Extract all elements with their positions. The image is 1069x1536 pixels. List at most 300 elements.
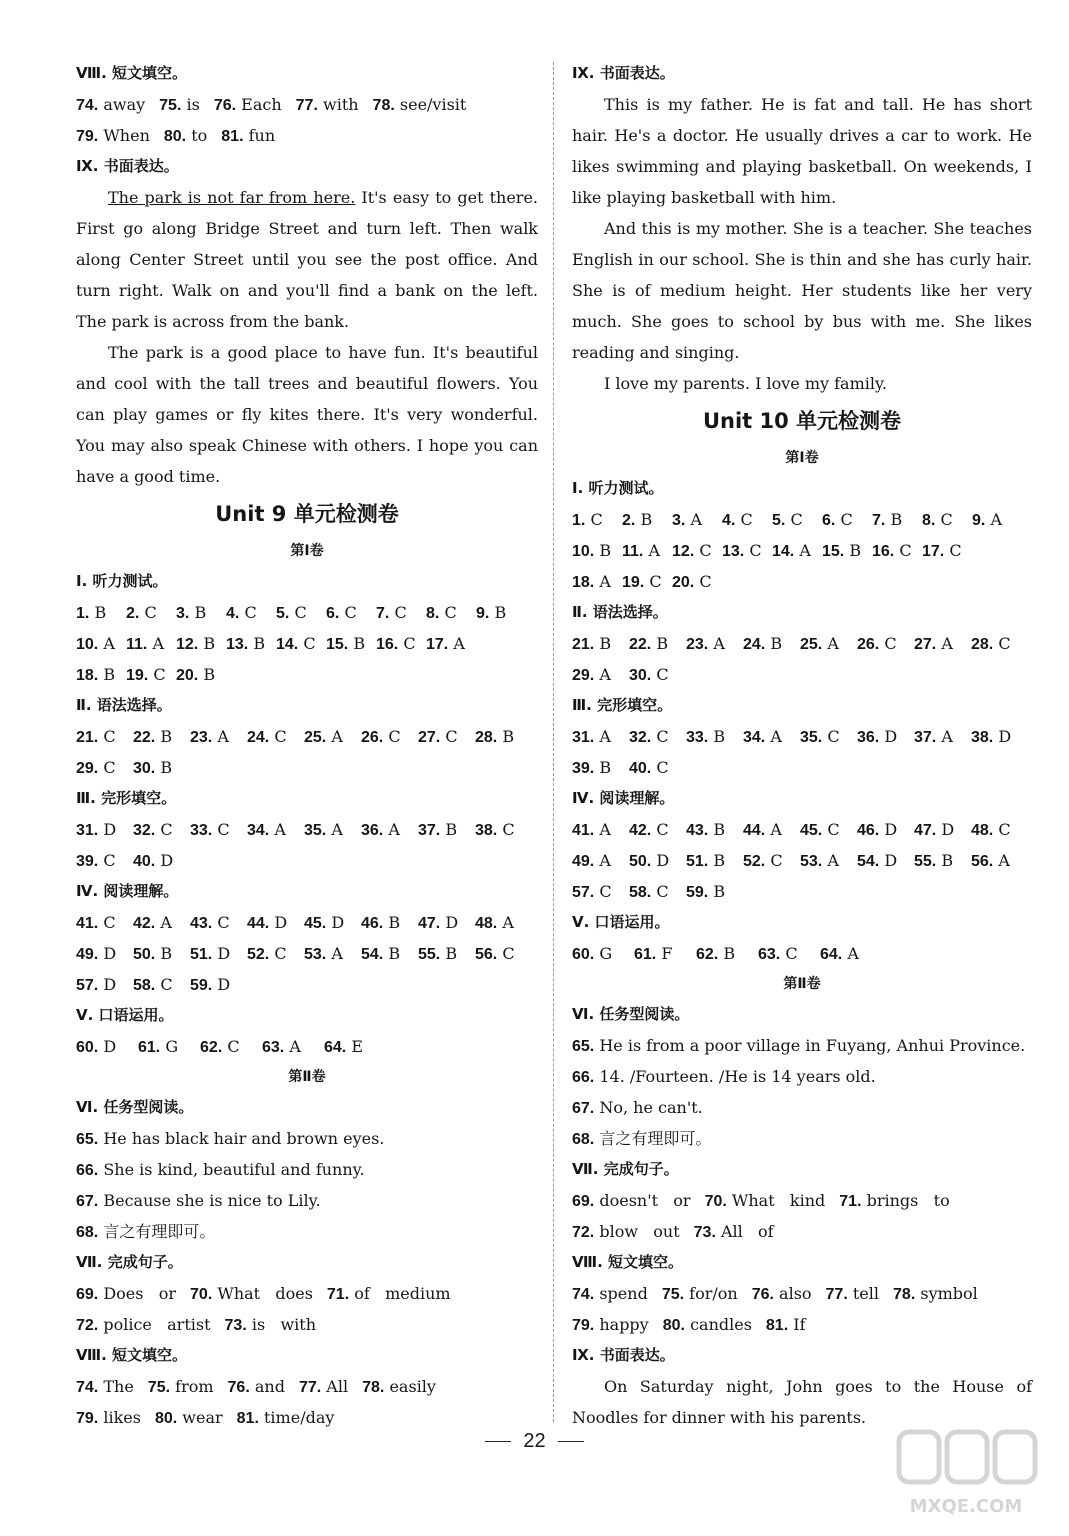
question-number: 62. bbox=[696, 946, 719, 963]
answer-item bbox=[426, 628, 476, 659]
answer-row bbox=[76, 1278, 538, 1309]
question-number: 67. bbox=[572, 1100, 595, 1117]
answer-value: B bbox=[94, 603, 107, 622]
answer-item bbox=[76, 89, 145, 120]
answer-value: C bbox=[656, 820, 669, 839]
answer-value: likes bbox=[103, 1408, 141, 1427]
question-number: 5. bbox=[772, 512, 786, 529]
question-number: 20. bbox=[176, 667, 199, 684]
essay-paragraph: The park is a good place to have fun. It's beautiful and cool with the tall trees and beautiful flowers. You can play games or fly kites there. It's very wonderful. You may also speak Chinese with others. I hope you can have a good time. bbox=[76, 343, 538, 486]
answer-value: C bbox=[227, 1037, 240, 1056]
answer-row bbox=[76, 659, 538, 690]
answer-item bbox=[572, 752, 629, 783]
answer-item bbox=[622, 566, 672, 597]
question-number: 19. bbox=[622, 574, 645, 591]
question-number: 14. bbox=[276, 636, 299, 653]
question-number: 50. bbox=[133, 946, 156, 963]
question-number: 64. bbox=[820, 946, 843, 963]
section-heading: Ⅰ. 听力测试。 bbox=[76, 572, 168, 590]
answer-item bbox=[572, 1278, 648, 1309]
question-number: 77. bbox=[295, 97, 318, 114]
question-number: 41. bbox=[572, 822, 595, 839]
answer-value: C bbox=[445, 727, 458, 746]
question-number: 69. bbox=[572, 1193, 595, 1210]
answer-row bbox=[572, 1309, 1032, 1340]
question-number: 15. bbox=[822, 543, 845, 560]
answer-item bbox=[361, 938, 418, 969]
question-number: 62. bbox=[200, 1039, 223, 1056]
essay bbox=[572, 89, 1032, 399]
answer-value: B bbox=[160, 727, 173, 746]
answer-value: C bbox=[740, 510, 753, 529]
answer-value: C bbox=[103, 851, 116, 870]
part-title: 第Ⅰ卷 bbox=[785, 450, 819, 466]
answer-item bbox=[200, 1031, 262, 1062]
answer-item bbox=[572, 845, 629, 876]
question-number: 49. bbox=[76, 946, 99, 963]
answer-text: She is kind, beautiful and funny. bbox=[103, 1160, 365, 1179]
question-number: 26. bbox=[857, 636, 880, 653]
answer-value: D bbox=[656, 851, 670, 870]
answer-item bbox=[686, 721, 743, 752]
question-number: 2. bbox=[126, 605, 140, 622]
answer-value: C bbox=[649, 572, 662, 591]
answer-item bbox=[176, 659, 226, 690]
answer-value: C bbox=[884, 634, 897, 653]
answer-row bbox=[76, 1031, 538, 1062]
answer-item bbox=[76, 907, 133, 938]
answer-item bbox=[572, 814, 629, 845]
answer-item bbox=[572, 566, 622, 597]
answer-item bbox=[76, 1309, 211, 1340]
question-number: 18. bbox=[76, 667, 99, 684]
numbered-lines bbox=[572, 1030, 1032, 1154]
question-number: 81. bbox=[765, 1317, 789, 1334]
answer-value: from bbox=[175, 1377, 214, 1396]
answer-item bbox=[705, 1185, 826, 1216]
question-number: 76. bbox=[227, 1379, 250, 1396]
answer-value: A bbox=[599, 820, 611, 839]
question-number: 49. bbox=[572, 853, 595, 870]
question-number: 37. bbox=[914, 729, 937, 746]
answer-item bbox=[247, 938, 304, 969]
question-number: 57. bbox=[572, 884, 595, 901]
answer-value: C bbox=[656, 758, 669, 777]
answer-item bbox=[133, 938, 190, 969]
question-number: 3. bbox=[176, 605, 190, 622]
question-number: 81. bbox=[221, 128, 244, 145]
question-number: 23. bbox=[686, 636, 709, 653]
answer-value: for/on bbox=[689, 1284, 738, 1303]
question-number: 1. bbox=[76, 605, 90, 622]
answer-item bbox=[76, 628, 126, 659]
answer-value: B bbox=[494, 603, 507, 622]
question-number: 1. bbox=[572, 512, 586, 529]
answer-item bbox=[376, 628, 426, 659]
question-number: 50. bbox=[629, 853, 652, 870]
answer-value: see/visit bbox=[399, 95, 467, 114]
answer-value: D bbox=[103, 1037, 117, 1056]
question-number: 61. bbox=[634, 946, 657, 963]
question-number: 17. bbox=[922, 543, 945, 560]
answer-item bbox=[694, 1216, 774, 1247]
answer-value: C bbox=[153, 665, 166, 684]
column-divider bbox=[553, 62, 554, 1422]
answer-value: C bbox=[103, 913, 116, 932]
answer-value: D bbox=[884, 820, 898, 839]
essay-text: It's easy to get there. First go along Bridge Street and turn left. Then walk along Center Street until you see the post office. And turn right. Walk on and you'll find a bank on the left. The park is across from the bank. bbox=[76, 188, 538, 331]
part-title: 第Ⅱ卷 bbox=[783, 976, 821, 992]
question-number: 19. bbox=[126, 667, 149, 684]
question-number: 6. bbox=[326, 605, 340, 622]
question-number: 28. bbox=[971, 636, 994, 653]
question-number: 48. bbox=[475, 915, 498, 932]
section-heading: Ⅷ. 短文填空。 bbox=[572, 1253, 684, 1271]
section-heading: Ⅲ. 完形填空。 bbox=[76, 789, 177, 807]
answer-row bbox=[572, 938, 1032, 969]
answer-value: A bbox=[289, 1037, 301, 1056]
answer-item bbox=[629, 752, 686, 783]
answer-item bbox=[190, 814, 247, 845]
question-number: 65. bbox=[572, 1038, 595, 1055]
answer-item bbox=[820, 938, 882, 969]
answer-item bbox=[176, 628, 226, 659]
answer-value: tell bbox=[852, 1284, 880, 1303]
answer-item bbox=[686, 845, 743, 876]
answer-value: A bbox=[103, 634, 115, 653]
answer-value: C bbox=[217, 820, 230, 839]
answer-row bbox=[76, 1402, 538, 1433]
answer-value: spend bbox=[599, 1284, 648, 1303]
answer-item bbox=[247, 814, 304, 845]
answer-item bbox=[221, 120, 275, 151]
answer-value: wear bbox=[182, 1408, 223, 1427]
answer-value: C bbox=[998, 634, 1011, 653]
answer-item bbox=[475, 907, 532, 938]
answer-value: B bbox=[713, 820, 726, 839]
answer-item bbox=[572, 1185, 691, 1216]
answer-item bbox=[76, 1278, 176, 1309]
question-number: 7. bbox=[872, 512, 886, 529]
answer-item bbox=[190, 721, 247, 752]
answer-item bbox=[800, 721, 857, 752]
question-number: 53. bbox=[800, 853, 823, 870]
answer-value: If bbox=[793, 1315, 806, 1334]
answer-item bbox=[176, 597, 226, 628]
answer-block bbox=[76, 1278, 538, 1340]
page-number-text: 22 bbox=[523, 1430, 546, 1452]
question-number: 25. bbox=[304, 729, 327, 746]
question-number: 30. bbox=[133, 760, 156, 777]
answer-item bbox=[76, 659, 126, 690]
essay-paragraph: I love my parents. I love my family. bbox=[604, 374, 887, 393]
answer-item bbox=[418, 938, 475, 969]
answer-item bbox=[362, 1371, 436, 1402]
answer-text: He has black hair and brown eyes. bbox=[103, 1129, 385, 1148]
answer-value: When bbox=[103, 126, 150, 145]
answer-row bbox=[572, 1185, 1032, 1216]
answer-value: B bbox=[160, 944, 173, 963]
question-number: 78. bbox=[362, 1379, 385, 1396]
answer-value: C bbox=[403, 634, 416, 653]
answer-value: C bbox=[590, 510, 603, 529]
answer-item bbox=[418, 907, 475, 938]
question-number: 40. bbox=[629, 760, 652, 777]
question-number: 77. bbox=[298, 1379, 322, 1396]
answer-value: F bbox=[661, 944, 673, 963]
answer-item bbox=[572, 938, 634, 969]
question-number: 10. bbox=[76, 636, 99, 653]
answer-item bbox=[76, 1371, 134, 1402]
answer-value: C bbox=[827, 727, 840, 746]
answer-item bbox=[237, 1402, 335, 1433]
answer-value: C bbox=[656, 727, 669, 746]
essay bbox=[76, 182, 538, 492]
answer-value: D bbox=[331, 913, 345, 932]
answer-item bbox=[133, 969, 190, 1000]
answer-value: C bbox=[502, 820, 515, 839]
answer-item bbox=[155, 1402, 223, 1433]
question-number: 73. bbox=[224, 1317, 247, 1334]
answer-item bbox=[276, 597, 326, 628]
answer-value: A bbox=[331, 820, 343, 839]
answer-item bbox=[226, 628, 276, 659]
answer-item bbox=[758, 938, 820, 969]
essay-paragraph: And this is my mother. She is a teacher. She teaches English in our school. She is thin and she has curly hair. She is of medium height. Her students like her very much. She goes to school by bus with me. She likes reading and singing. bbox=[572, 219, 1032, 362]
question-number: 17. bbox=[426, 636, 449, 653]
answer-text: 言之有理即可。 bbox=[103, 1222, 216, 1241]
answer-value: A bbox=[599, 572, 611, 591]
answer-item bbox=[672, 535, 722, 566]
section-heading: Ⅸ. 书面表达。 bbox=[572, 64, 675, 82]
question-number: 70. bbox=[704, 1193, 727, 1210]
answer-value: to bbox=[191, 126, 208, 145]
answer-item bbox=[766, 1309, 806, 1340]
answer-value: police artist bbox=[103, 1315, 211, 1334]
answer-item bbox=[164, 120, 207, 151]
answer-value: C bbox=[656, 665, 669, 684]
answer-value: A bbox=[827, 634, 839, 653]
answer-value: with bbox=[323, 95, 359, 114]
question-number: 44. bbox=[247, 915, 270, 932]
section-heading: Ⅳ. 阅读理解。 bbox=[572, 789, 675, 807]
answer-value: C bbox=[790, 510, 803, 529]
question-number: 25. bbox=[800, 636, 823, 653]
answer-value: C bbox=[388, 727, 401, 746]
answer-item bbox=[972, 504, 1022, 535]
answer-value: A bbox=[217, 727, 229, 746]
question-number: 4. bbox=[226, 605, 240, 622]
answer-value: A bbox=[160, 913, 172, 932]
answer-block bbox=[572, 504, 1032, 597]
answer-value: A bbox=[847, 944, 859, 963]
answer-value: A bbox=[502, 913, 514, 932]
question-number: 71. bbox=[326, 1286, 350, 1303]
answer-value: E bbox=[351, 1037, 364, 1056]
question-number: 51. bbox=[686, 853, 709, 870]
answer-value: B bbox=[599, 541, 612, 560]
answer-value: B bbox=[713, 882, 726, 901]
answer-item bbox=[76, 597, 126, 628]
answer-value: is with bbox=[251, 1315, 316, 1334]
answer-value: doesn't or bbox=[599, 1191, 691, 1210]
answer-item bbox=[475, 721, 532, 752]
dash-left bbox=[485, 1441, 511, 1442]
answer-item bbox=[629, 628, 686, 659]
question-number: 51. bbox=[190, 946, 213, 963]
answer-item bbox=[76, 969, 133, 1000]
answer-item bbox=[133, 721, 190, 752]
answer-value: A bbox=[599, 727, 611, 746]
question-number: 8. bbox=[426, 605, 440, 622]
answer-value: B bbox=[849, 541, 862, 560]
answer-value: C bbox=[770, 851, 783, 870]
answer-row bbox=[76, 814, 538, 845]
question-number: 56. bbox=[971, 853, 994, 870]
question-number: 9. bbox=[972, 512, 986, 529]
answer-row bbox=[572, 659, 1032, 690]
answer-line bbox=[572, 1061, 1032, 1092]
question-number: 32. bbox=[133, 822, 156, 839]
answer-row bbox=[572, 721, 1032, 752]
question-number: 70. bbox=[190, 1286, 213, 1303]
answer-value: also bbox=[779, 1284, 812, 1303]
essay-underlined-sentence: The park is not far from here. bbox=[108, 188, 356, 207]
question-number: 74. bbox=[572, 1286, 595, 1303]
answer-item bbox=[826, 1278, 879, 1309]
question-number: 54. bbox=[857, 853, 880, 870]
question-number: 29. bbox=[572, 667, 595, 684]
question-number: 67. bbox=[76, 1193, 99, 1210]
answer-value: D bbox=[998, 727, 1012, 746]
question-number: 72. bbox=[76, 1317, 99, 1334]
answer-item bbox=[76, 845, 133, 876]
question-number: 13. bbox=[722, 543, 745, 560]
answer-block bbox=[572, 721, 1032, 783]
answer-value: What kind bbox=[731, 1191, 826, 1210]
answer-item bbox=[572, 504, 622, 535]
answer-value: C bbox=[599, 882, 612, 901]
answer-row bbox=[572, 876, 1032, 907]
question-number: 75. bbox=[159, 97, 182, 114]
answer-item bbox=[475, 814, 532, 845]
section-heading: Ⅲ. 完形填空。 bbox=[572, 696, 673, 714]
answer-item bbox=[572, 1309, 649, 1340]
question-number: 60. bbox=[76, 1039, 99, 1056]
question-number: 78. bbox=[893, 1286, 916, 1303]
question-number: 79. bbox=[76, 1410, 99, 1427]
answer-row bbox=[76, 845, 538, 876]
answer-row bbox=[76, 969, 538, 1000]
answer-item bbox=[743, 628, 800, 659]
answer-item bbox=[418, 721, 475, 752]
answer-value: D bbox=[274, 913, 288, 932]
question-number: 4. bbox=[722, 512, 736, 529]
answer-item bbox=[922, 504, 972, 535]
question-number: 58. bbox=[133, 977, 156, 994]
question-number: 16. bbox=[376, 636, 399, 653]
answer-item bbox=[629, 845, 686, 876]
answer-value: A bbox=[453, 634, 465, 653]
numbered-lines bbox=[76, 1123, 538, 1247]
answer-value: Does or bbox=[103, 1284, 177, 1303]
answer-value: C bbox=[940, 510, 953, 529]
answer-item bbox=[971, 814, 1028, 845]
section-heading: Ⅴ. 口语运用。 bbox=[572, 913, 670, 931]
answer-value: symbol bbox=[920, 1284, 978, 1303]
answer-item bbox=[971, 628, 1028, 659]
question-number: 69. bbox=[76, 1286, 99, 1303]
answer-value: D bbox=[941, 820, 955, 839]
answer-line bbox=[572, 1030, 1032, 1061]
question-number: 24. bbox=[247, 729, 270, 746]
answer-value: easily bbox=[389, 1377, 436, 1396]
answer-value: C bbox=[785, 944, 798, 963]
answer-item bbox=[214, 89, 282, 120]
answer-item bbox=[361, 907, 418, 938]
answer-row bbox=[76, 120, 538, 151]
answer-item bbox=[800, 814, 857, 845]
answer-item bbox=[361, 814, 418, 845]
answer-value: C bbox=[160, 820, 173, 839]
answer-item bbox=[126, 597, 176, 628]
answer-line bbox=[572, 1092, 1032, 1123]
answer-value: of medium bbox=[354, 1284, 451, 1303]
section-heading: Ⅷ. 短文填空。 bbox=[76, 64, 188, 82]
answer-item bbox=[133, 845, 190, 876]
question-number: 37. bbox=[418, 822, 441, 839]
answer-item bbox=[914, 814, 971, 845]
answer-value: is bbox=[186, 95, 200, 114]
section-heading: Ⅷ. 短文填空。 bbox=[76, 1346, 188, 1364]
answer-value: A bbox=[827, 851, 839, 870]
answer-value: B bbox=[713, 851, 726, 870]
answer-item bbox=[800, 845, 857, 876]
question-number: 77. bbox=[825, 1286, 848, 1303]
question-number: 36. bbox=[857, 729, 880, 746]
dash-right bbox=[558, 1441, 584, 1442]
question-number: 40. bbox=[133, 853, 156, 870]
section-heading: Ⅰ. 听力测试。 bbox=[572, 479, 664, 497]
question-number: 66. bbox=[76, 1162, 99, 1179]
section-heading: Ⅸ. 书面表达。 bbox=[76, 157, 179, 175]
answer-row bbox=[76, 938, 538, 969]
answer-item bbox=[148, 1371, 214, 1402]
answer-value: A bbox=[941, 634, 953, 653]
answer-value: C bbox=[217, 913, 230, 932]
answer-item bbox=[572, 628, 629, 659]
answer-item bbox=[752, 1278, 812, 1309]
answer-item bbox=[914, 628, 971, 659]
question-number: 34. bbox=[743, 729, 766, 746]
answer-item bbox=[686, 814, 743, 845]
answer-line bbox=[76, 1185, 538, 1216]
answer-item bbox=[326, 628, 376, 659]
question-number: 60. bbox=[572, 946, 595, 963]
answer-value: B bbox=[160, 758, 173, 777]
answer-item bbox=[857, 721, 914, 752]
answer-value: D bbox=[884, 851, 898, 870]
answer-value: B bbox=[599, 758, 612, 777]
answer-row bbox=[572, 628, 1032, 659]
answer-item bbox=[262, 1031, 324, 1062]
answer-row bbox=[572, 752, 1032, 783]
answer-item bbox=[772, 504, 822, 535]
answer-item bbox=[76, 752, 133, 783]
answer-value: C bbox=[749, 541, 762, 560]
question-number: 35. bbox=[800, 729, 823, 746]
answer-item bbox=[662, 1278, 738, 1309]
